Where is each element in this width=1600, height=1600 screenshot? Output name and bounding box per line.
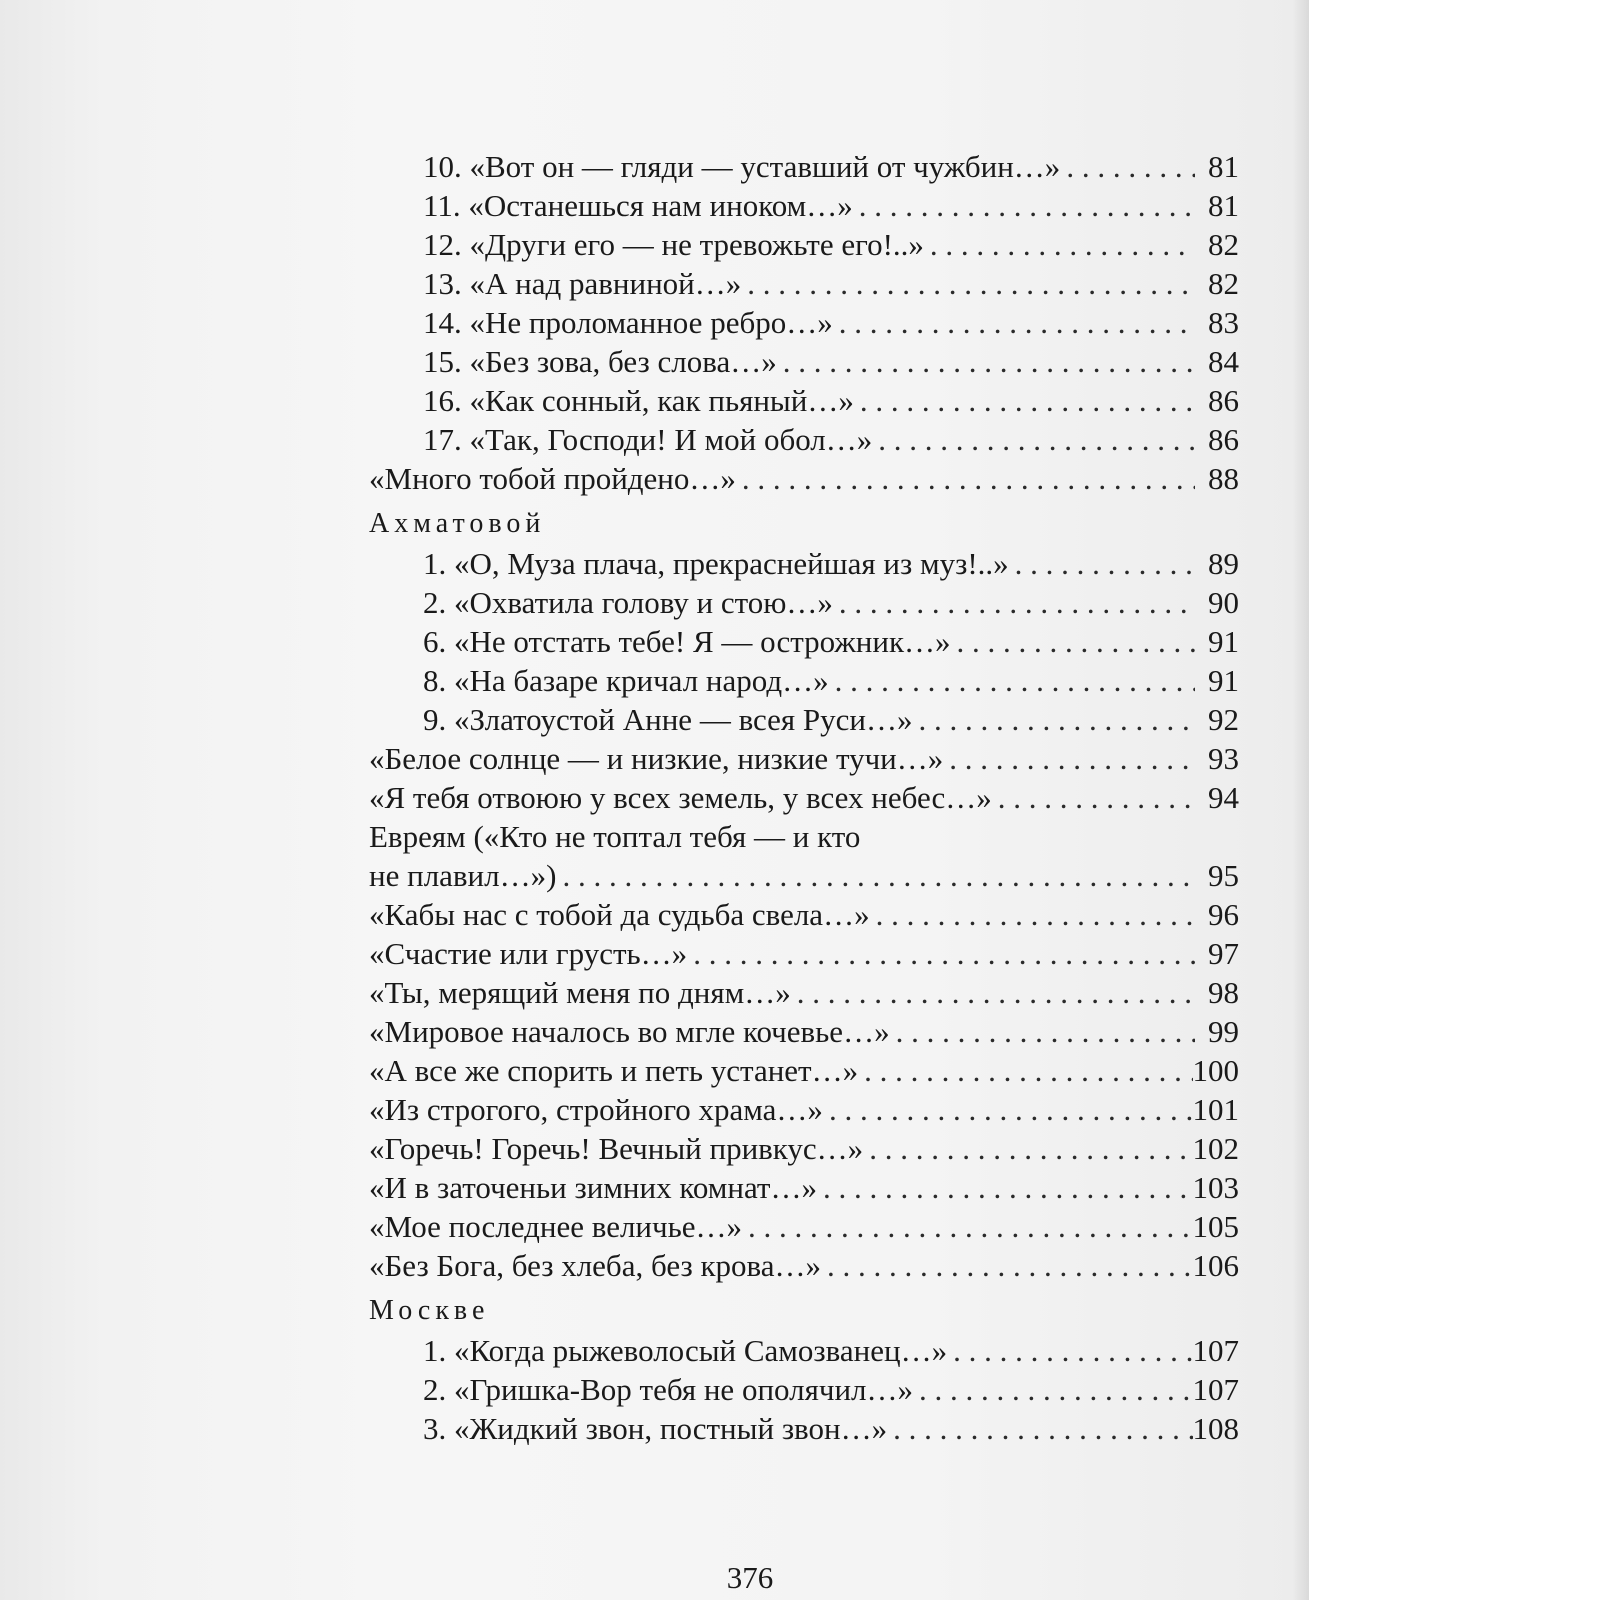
toc-entry-page: 103 (1192, 1170, 1239, 1205)
toc-leader-dots (858, 1051, 1192, 1090)
toc-leader-dots (924, 225, 1195, 264)
toc-entry-page: 86 (1208, 383, 1239, 418)
toc-entry (369, 1051, 1239, 1090)
toc-entry-page: 86 (1208, 422, 1239, 457)
toc-entry (369, 342, 1239, 381)
toc-entry-page: 94 (1208, 780, 1239, 815)
toc-entry-title: не плавил…») (369, 858, 557, 893)
toc-leader-dots (833, 303, 1195, 342)
toc-entry-title: «Счастие или грусть…» (369, 936, 688, 971)
toc-leader-dots (872, 420, 1195, 459)
toc-entry-title: «Мировое началось во мгле кочевье…» (369, 1014, 890, 1049)
toc-entry (369, 739, 1239, 778)
toc-entry (369, 459, 1239, 498)
toc-entry-title: «Я тебя отвоюю у всех земель, у всех небес…» (369, 780, 992, 815)
toc-entry (369, 303, 1239, 342)
toc-leader-dots (833, 583, 1195, 622)
toc-entry-page: 82 (1208, 227, 1239, 262)
toc-leader-dots (951, 622, 1195, 661)
toc-entry (369, 1246, 1239, 1285)
toc-entry-title: 1. «Когда рыжеволосый Самозванец…» (423, 1333, 948, 1368)
toc-entry (369, 1207, 1239, 1246)
toc-leader-dots (870, 895, 1195, 934)
toc-entry-page: 88 (1208, 461, 1239, 496)
toc-leader-dots (943, 739, 1195, 778)
toc-entry-page: 82 (1208, 266, 1239, 301)
toc-entry-title: «И в заточеньи зимних комнат…» (369, 1170, 817, 1205)
toc-entry-page: 91 (1208, 624, 1239, 659)
toc-entry-page: 93 (1208, 741, 1239, 776)
toc-entry-page: 107 (1192, 1372, 1239, 1407)
toc-entry-title: 2. «Гришка-Вор тебя не ополячил…» (423, 1372, 914, 1407)
page-number (0, 1560, 1600, 1596)
toc-leader-dots (854, 381, 1195, 420)
toc-entry-title: 13. «А над равниной…» (423, 266, 742, 301)
toc-entry-title: «Много тобой пройдено…» (369, 461, 736, 496)
toc-leader-dots (817, 1168, 1193, 1207)
toc-entry-page: 99 (1208, 1014, 1239, 1049)
toc-entry-page: 96 (1208, 897, 1239, 932)
toc-entry (369, 264, 1239, 303)
toc-entry (369, 544, 1239, 583)
toc-entry-title: 10. «Вот он — гляди — уставший от чужбин…» (423, 149, 1061, 184)
toc-entry-page: 81 (1208, 149, 1239, 184)
toc-entry (369, 1370, 1239, 1409)
toc-leader-dots (736, 459, 1195, 498)
toc-leader-dots (853, 186, 1195, 225)
toc-entry-title: 2. «Охватила голову и стою…» (423, 585, 833, 620)
toc-entry (369, 778, 1239, 817)
toc-entry-page: 106 (1192, 1248, 1239, 1283)
toc-entry-page: 102 (1192, 1131, 1239, 1166)
toc-entry-title: 3. «Жидкий звон, постный звон…» (423, 1411, 888, 1446)
page-gutter-shadow (1292, 0, 1309, 1600)
toc-entry (369, 583, 1239, 622)
toc-entry-title: «Ты, мерящий меня по дням…» (369, 975, 791, 1010)
toc-leader-dots (742, 1207, 1192, 1246)
table-of-contents (369, 147, 1239, 1448)
toc-entry (369, 1012, 1239, 1051)
toc-entry (369, 622, 1239, 661)
toc-leader-dots (992, 778, 1195, 817)
toc-entry (369, 420, 1239, 459)
toc-entry (369, 186, 1239, 225)
toc-entry-page: 95 (1208, 858, 1239, 893)
toc-entry-first-line: Евреям («Кто не топтал тебя — и кто (369, 819, 861, 854)
toc-leader-dots (829, 661, 1195, 700)
toc-entry (369, 1129, 1239, 1168)
toc-entry-page: 101 (1192, 1092, 1239, 1127)
toc-leader-dots (821, 1246, 1192, 1285)
toc-leader-dots (741, 264, 1195, 303)
toc-leader-dots (823, 1090, 1193, 1129)
toc-entry (369, 147, 1239, 186)
toc-entry-title: 6. «Не отстать тебе! Я — острожник…» (423, 624, 951, 659)
toc-leader-dots (777, 342, 1195, 381)
toc-entry-page: 90 (1208, 585, 1239, 620)
toc-entry-title: «Без Бога, без хлеба, без крова…» (369, 1248, 822, 1283)
toc-entry-page: 107 (1192, 1333, 1239, 1368)
toc-entry-title: 15. «Без зова, без слова…» (423, 344, 777, 379)
toc-leader-dots (1009, 544, 1195, 583)
toc-entry (369, 700, 1239, 739)
toc-entry-title: «Горечь! Горечь! Вечный привкус…» (369, 1131, 864, 1166)
toc-entry-page: 83 (1208, 305, 1239, 340)
section-heading-moskve: Москве (369, 1295, 490, 1326)
toc-entry-title: «Кабы нас с тобой да судьба свела…» (369, 897, 870, 932)
section-heading-akhmatova: Ахматовой (369, 508, 546, 539)
toc-entry-page: 105 (1192, 1209, 1239, 1244)
toc-leader-dots (947, 1331, 1192, 1370)
toc-entry (369, 225, 1239, 264)
toc-leader-dots (887, 1409, 1192, 1448)
toc-entry-page: 89 (1208, 546, 1239, 581)
toc-entry-page: 100 (1192, 1053, 1239, 1088)
toc-entry (369, 1168, 1239, 1207)
toc-entry (369, 381, 1239, 420)
toc-entry-page: 98 (1208, 975, 1239, 1010)
toc-entry (369, 973, 1239, 1012)
toc-entry-page: 81 (1208, 188, 1239, 223)
toc-entry-title: 12. «Други его — не тревожьте его!..» (423, 227, 924, 262)
toc-entry-title: 1. «О, Муза плача, прекраснейшая из муз!..» (423, 546, 1009, 581)
toc-leader-dots (913, 1370, 1192, 1409)
toc-entry (369, 934, 1239, 973)
toc-entry-title: 14. «Не проломанное ребро…» (423, 305, 833, 340)
toc-leader-dots (791, 973, 1195, 1012)
toc-entry-page: 84 (1208, 344, 1239, 379)
toc-entry-page: 108 (1192, 1411, 1239, 1446)
toc-entry-title: 8. «На базаре кричал народ…» (423, 663, 829, 698)
page-number-text: 376 (726, 1560, 774, 1595)
toc-entry (369, 661, 1239, 700)
toc-entry-title: 16. «Как сонный, как пьяный…» (423, 383, 854, 418)
toc-leader-dots (890, 1012, 1195, 1051)
toc-entry (369, 1331, 1239, 1370)
toc-leader-dots (687, 934, 1195, 973)
toc-entry-page: 91 (1208, 663, 1239, 698)
toc-leader-dots (913, 700, 1195, 739)
toc-entry-title: «Белое солнце — и низкие, низкие тучи…» (369, 741, 944, 776)
toc-entry-title: 11. «Останешься нам иноком…» (423, 188, 853, 223)
toc-entry (369, 1090, 1239, 1129)
toc-entry-title: 9. «Златоустой Анне — всея Руси…» (423, 702, 913, 737)
toc-entry-page: 92 (1208, 702, 1239, 737)
toc-entry (369, 1409, 1239, 1448)
toc-entry-title: «Из строгого, стройного храма…» (369, 1092, 823, 1127)
background-margin (1309, 0, 1600, 1600)
toc-leader-dots (863, 1129, 1192, 1168)
toc-entry-title: 17. «Так, Господи! И мой обол…» (423, 422, 873, 457)
toc-entry-title: «А все же спорить и петь устанет…» (369, 1053, 859, 1088)
toc-entry-title: «Мое последнее величье…» (369, 1209, 743, 1244)
toc-entry (369, 856, 1239, 895)
toc-leader-dots (1060, 147, 1195, 186)
toc-leader-dots (556, 856, 1195, 895)
toc-entry-page: 97 (1208, 936, 1239, 971)
toc-entry (369, 895, 1239, 934)
